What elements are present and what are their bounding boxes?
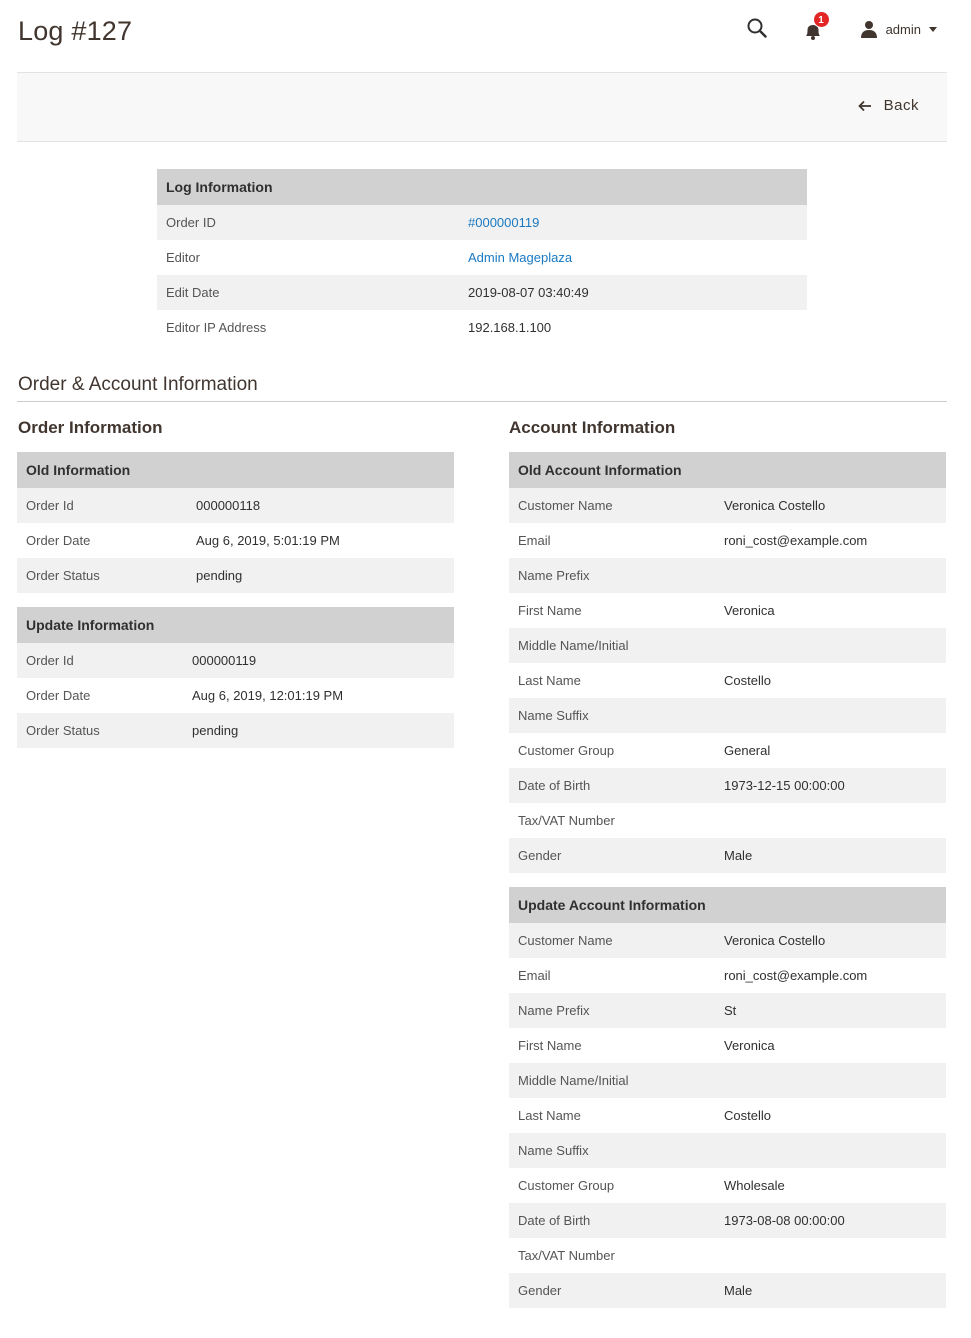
table-row	[17, 713, 454, 748]
table-row	[509, 523, 946, 558]
row-value: Veronica Costello	[715, 923, 946, 958]
row-label: Edit Date	[157, 275, 459, 310]
table-row	[17, 488, 454, 523]
row-label: Gender	[509, 1273, 715, 1308]
table-row	[509, 838, 946, 873]
table-heading: Old Account Information	[509, 452, 946, 488]
table-heading: Old Information	[17, 452, 454, 488]
row-value	[715, 1238, 946, 1273]
row-label: Order Status	[17, 558, 187, 593]
page-title: Log #127	[18, 16, 133, 46]
row-value: 000000118	[187, 488, 454, 523]
table-row	[17, 678, 454, 713]
row-label: Email	[518, 968, 551, 983]
row-value: Aug 6, 2019, 12:01:19 PM	[192, 688, 344, 703]
user-name: admin	[885, 21, 921, 37]
table-row	[509, 1063, 946, 1098]
row-label: Last Name	[518, 1108, 581, 1123]
row-value: roni_cost@example.com	[724, 968, 868, 983]
row-value	[715, 698, 946, 733]
row-value	[715, 803, 946, 838]
row-label: Customer Name	[509, 488, 715, 523]
table-row	[509, 1203, 946, 1238]
row-label: Customer Group	[518, 1178, 615, 1193]
row-value: General	[724, 743, 771, 758]
row-label: Tax/VAT Number	[518, 813, 615, 828]
arrow-left-icon	[858, 100, 872, 112]
table-row	[509, 663, 946, 698]
search-button[interactable]	[746, 17, 770, 41]
row-label: Name Suffix	[509, 698, 715, 733]
row-value: Aug 6, 2019, 5:01:19 PM	[196, 533, 340, 548]
editor-link[interactable]: Admin Mageplaza	[468, 250, 573, 265]
row-value: roni_cost@example.com	[724, 533, 868, 548]
row-label: Date of Birth	[509, 768, 715, 803]
table-row	[509, 593, 946, 628]
table-heading: Update Information	[17, 607, 454, 643]
section-title: Order & Account Information	[18, 374, 258, 395]
table-row	[509, 958, 946, 993]
row-value: pending	[183, 713, 454, 748]
page-actions-toolbar	[17, 72, 947, 142]
row-value: 2019-08-07 03:40:49	[459, 275, 807, 310]
table-row	[509, 1133, 946, 1168]
row-value: 000000119	[183, 643, 454, 678]
row-label: Email	[518, 533, 551, 548]
row-label: Order ID	[157, 205, 459, 240]
row-value: St	[715, 993, 946, 1028]
row-value: 192.168.1.100	[468, 320, 552, 335]
log-information-table	[157, 169, 807, 345]
table-row	[17, 523, 454, 558]
row-label: Middle Name/Initial	[509, 628, 715, 663]
update-account-table	[509, 887, 946, 1308]
row-label: Editor IP Address	[166, 320, 267, 335]
row-value: Male	[715, 838, 946, 873]
row-label: First Name	[518, 1038, 582, 1053]
table-row	[509, 1098, 946, 1133]
row-label: Order Status	[17, 713, 183, 748]
table-row	[157, 240, 807, 275]
table-row	[157, 310, 807, 345]
row-label: Tax/VAT Number	[518, 1248, 615, 1263]
row-label: Editor	[166, 250, 200, 265]
search-icon	[746, 17, 768, 39]
row-value	[715, 558, 946, 593]
row-value	[715, 1063, 946, 1098]
row-label: Name Prefix	[509, 993, 715, 1028]
table-row	[157, 205, 807, 240]
table-row	[509, 993, 946, 1028]
table-row	[509, 1168, 946, 1203]
row-label: Order Id	[17, 643, 183, 678]
user-menu[interactable]	[860, 20, 937, 38]
table-row	[509, 803, 946, 838]
row-value: Costello	[724, 1108, 771, 1123]
table-row	[509, 1273, 946, 1308]
update-order-table	[17, 607, 454, 748]
row-label: Order Date	[26, 688, 91, 703]
row-label: Middle Name/Initial	[509, 1063, 715, 1098]
row-label: Date of Birth	[509, 1203, 715, 1238]
row-value: pending	[187, 558, 454, 593]
row-label: Name Prefix	[509, 558, 715, 593]
table-row	[509, 488, 946, 523]
row-value: 1973-12-15 00:00:00	[715, 768, 946, 803]
table-row	[509, 733, 946, 768]
table-row	[509, 1238, 946, 1273]
table-row	[509, 923, 946, 958]
table-heading: Update Account Information	[509, 887, 946, 923]
table-row	[17, 558, 454, 593]
row-value	[715, 1133, 946, 1168]
row-label: Last Name	[518, 673, 581, 688]
table-heading: Log Information	[157, 169, 807, 205]
table-row	[509, 558, 946, 593]
order-id-link[interactable]: #000000119	[468, 215, 540, 230]
notification-count-badge: 1	[813, 11, 830, 28]
row-value: Veronica	[724, 1038, 775, 1053]
notifications-button[interactable]	[802, 17, 826, 41]
row-label: Order Id	[17, 488, 187, 523]
row-label: Gender	[509, 838, 715, 873]
table-row	[509, 768, 946, 803]
row-value: 1973-08-08 00:00:00	[715, 1203, 946, 1238]
row-value: Veronica Costello	[715, 488, 946, 523]
row-label: Name Suffix	[509, 1133, 715, 1168]
table-row	[509, 698, 946, 733]
row-label: Order Date	[26, 533, 91, 548]
row-value: Wholesale	[724, 1178, 785, 1193]
section-divider	[17, 401, 947, 402]
row-label: Customer Group	[518, 743, 615, 758]
caret-down-icon	[929, 27, 937, 32]
header-actions	[746, 14, 937, 44]
row-value: Costello	[724, 673, 771, 688]
old-account-table	[509, 452, 946, 873]
order-information-title: Order Information	[18, 418, 163, 437]
account-information-title: Account Information	[509, 418, 676, 437]
table-row	[509, 1028, 946, 1063]
row-value: Male	[715, 1273, 946, 1308]
old-order-table	[17, 452, 454, 593]
table-row	[509, 628, 946, 663]
row-value	[715, 628, 946, 663]
row-label: First Name	[518, 603, 582, 618]
row-label: Customer Name	[509, 923, 715, 958]
back-label: Back	[883, 97, 919, 114]
row-value: Veronica	[724, 603, 775, 618]
table-row	[17, 643, 454, 678]
back-button[interactable]	[858, 97, 919, 114]
user-icon	[860, 20, 878, 38]
table-row	[157, 275, 807, 310]
